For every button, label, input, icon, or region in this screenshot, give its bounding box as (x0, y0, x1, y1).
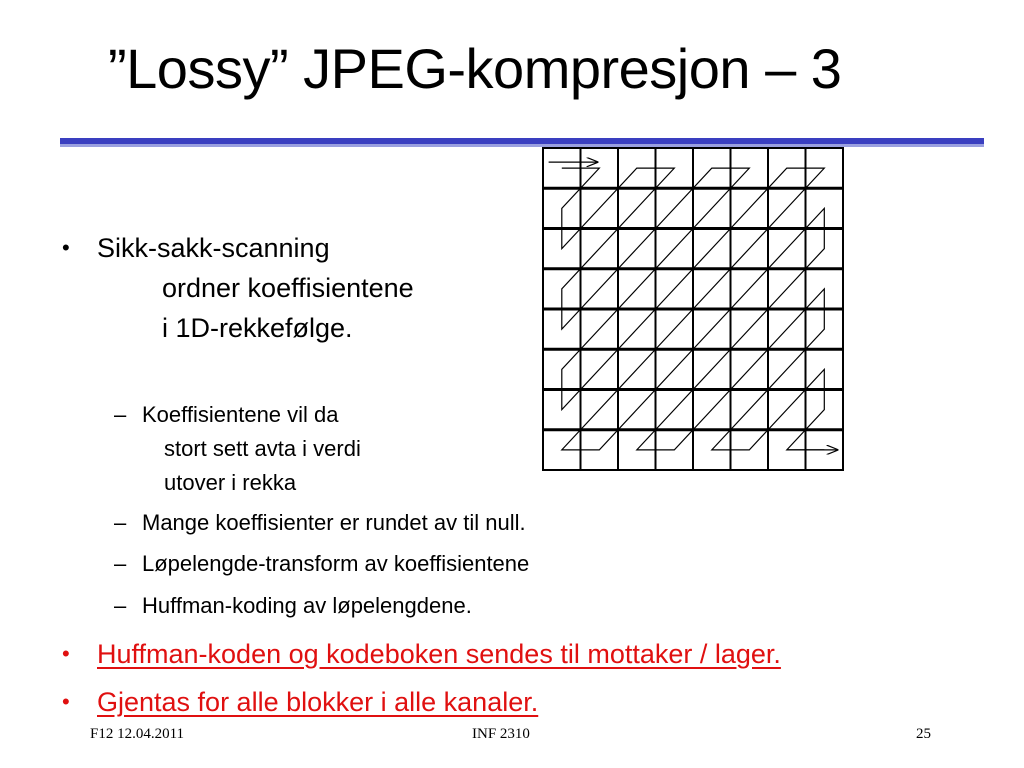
sub-bullet-2: Mange koeffisienter er rundet av til null. (142, 510, 526, 535)
bullet-1-line-1: Sikk-sakk-scanning (97, 233, 330, 263)
sub-bullet-4: Huffman-koding av løpelengdene. (142, 593, 472, 618)
dash-marker: – (114, 510, 127, 535)
sub-bullet-1-line-3: utover i rekka (164, 470, 297, 495)
slide-title: ”Lossy” JPEG-kompresjon – 3 (108, 37, 842, 100)
dash-marker: – (114, 551, 127, 576)
bullet-marker: • (62, 235, 70, 260)
footer-course: INF 2310 (472, 726, 530, 742)
footer-date: F12 12.04.2011 (90, 726, 185, 742)
sub-bullet-3: Løpelengde-transform av koeffisientene (142, 551, 530, 576)
bullet-1-line-2: ordner koeffisientene (162, 273, 414, 303)
bullet-1-line-3: i 1D-rekkefølge. (162, 313, 353, 343)
sub-bullet-1-line-2: stort sett avta i verdi (164, 436, 361, 461)
footer-page-number: 25 (916, 726, 931, 742)
bullet-marker: • (62, 641, 70, 666)
dash-marker: – (114, 593, 127, 618)
bullet-3-highlight[interactable]: Gjentas for alle blokker i alle kanaler. (97, 687, 539, 717)
sub-bullet-1-line-1: Koeffisientene vil da (142, 402, 339, 427)
bullet-2-highlight[interactable]: Huffman-koden og kodeboken sendes til mottaker / lager. (97, 639, 781, 669)
bullet-marker: • (62, 689, 70, 714)
dash-marker: – (114, 402, 127, 427)
